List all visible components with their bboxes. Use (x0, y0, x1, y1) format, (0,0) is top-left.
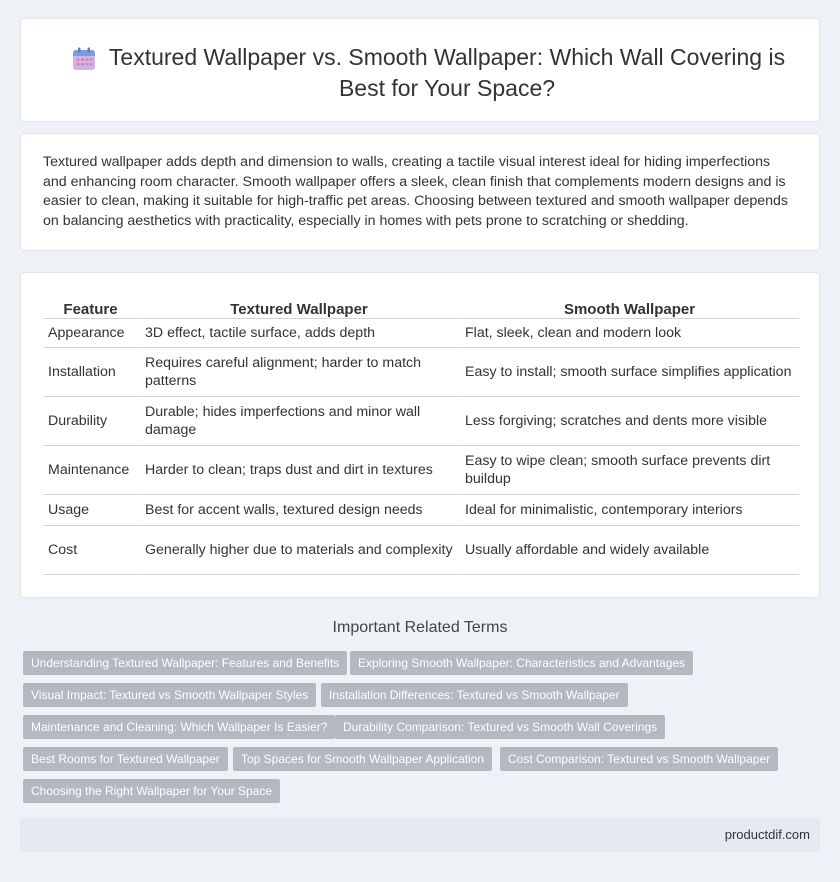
row-smooth: Easy to wipe clean; smooth surface prevents dirt buildup (458, 446, 799, 495)
table-row (43, 319, 799, 348)
row-smooth: Easy to install; smooth surface simplifies application (458, 348, 799, 397)
header-feature: Feature (43, 293, 138, 319)
row-textured: 3D effect, tactile surface, adds depth (138, 319, 458, 348)
table-row (43, 526, 799, 575)
table-row (43, 495, 799, 526)
related-term-tag[interactable]: Visual Impact: Textured vs Smooth Wallpaper Styles (23, 683, 316, 707)
page-title: Textured Wallpaper vs. Smooth Wallpaper: Which Wall Covering is Best for Your Space? (108, 44, 786, 101)
table-row (43, 397, 799, 446)
row-feature: Usage (43, 495, 138, 526)
related-term-tag[interactable]: Choosing the Right Wallpaper for Your Space (23, 779, 280, 803)
comparison-card (20, 272, 820, 598)
row-smooth: Usually affordable and widely available (458, 526, 799, 575)
row-textured: Durable; hides imperfections and minor wall damage (138, 397, 458, 446)
header-textured: Textured Wallpaper (138, 293, 458, 319)
row-feature: Cost (43, 526, 138, 575)
related-term-tag[interactable]: Installation Differences: Textured vs Smooth Wallpaper (321, 683, 628, 707)
row-textured: Generally higher due to materials and complexity (138, 526, 458, 575)
row-textured: Best for accent walls, textured design needs (138, 495, 458, 526)
comparison-table (43, 293, 799, 575)
related-term-tag[interactable]: Cost Comparison: Textured vs Smooth Wallpaper (500, 747, 778, 771)
table-row (43, 348, 799, 397)
footer (20, 818, 820, 852)
title-card (20, 18, 820, 122)
row-smooth: Less forgiving; scratches and dents more visible (458, 397, 799, 446)
row-feature: Installation (43, 348, 138, 397)
header-smooth: Smooth Wallpaper (458, 293, 799, 319)
related-term-tag[interactable]: Best Rooms for Textured Wallpaper (23, 747, 228, 771)
related-term-tag[interactable]: Exploring Smooth Wallpaper: Characteristics and Advantages (350, 651, 693, 675)
table-row (43, 446, 799, 495)
row-feature: Appearance (43, 319, 138, 348)
related-term-tag[interactable]: Understanding Textured Wallpaper: Features and Benefits (23, 651, 347, 675)
row-feature: Durability (43, 397, 138, 446)
intro-card (20, 133, 820, 251)
related-terms-heading: Important Related Terms (332, 619, 508, 636)
row-smooth: Flat, sleek, clean and modern look (458, 319, 799, 348)
row-smooth: Ideal for minimalistic, contemporary interiors (458, 495, 799, 526)
related-term-tag[interactable]: Top Spaces for Smooth Wallpaper Application (233, 747, 492, 771)
table-header-row (43, 293, 799, 319)
intro-text: Textured wallpaper adds depth and dimension to walls, creating a tactile visual interest ideal for hiding imperfections and enhancing room character. Smooth wallpaper offers a sleek, clean finish that complements modern designs and is easier to clean, making it suitable for high-traffic pet areas. Choosing between textured and smooth wallpaper depends on balancing aesthetics with practicality, especially in homes with pets prone to scratching or shedding. (43, 154, 789, 229)
related-term-tag[interactable]: Maintenance and Cleaning: Which Wallpaper Is Easier? (23, 715, 335, 739)
row-feature: Maintenance (43, 446, 138, 495)
related-term-tag[interactable]: Durability Comparison: Textured vs Smooth Wall Coverings (335, 715, 665, 739)
row-textured: Requires careful alignment; harder to match patterns (138, 348, 458, 397)
footer-site-name: productdif.com (724, 827, 810, 842)
row-textured: Harder to clean; traps dust and dirt in textures (138, 446, 458, 495)
